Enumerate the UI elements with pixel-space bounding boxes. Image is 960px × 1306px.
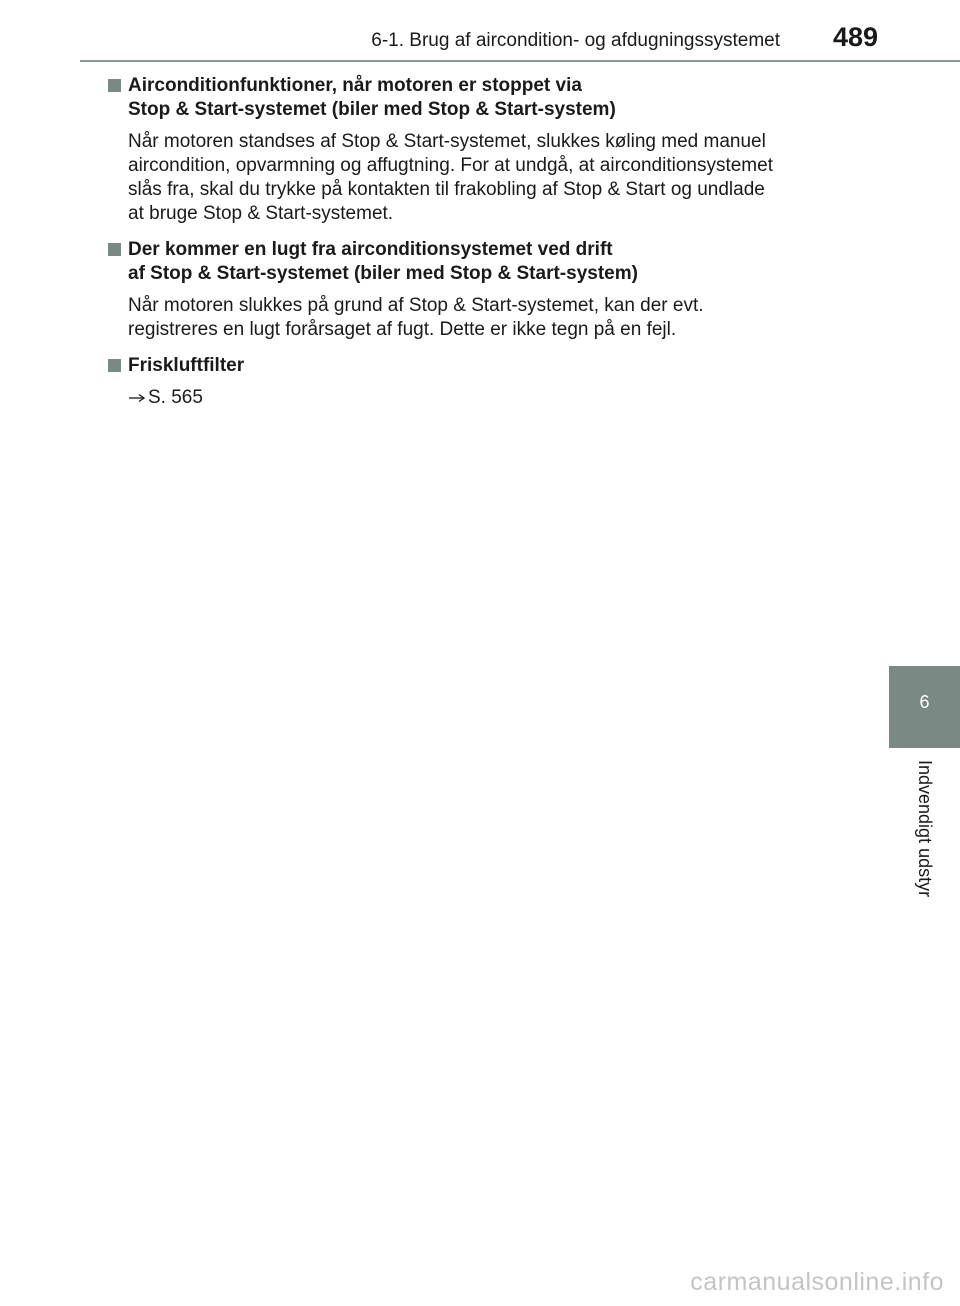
chapter-label: Indvendigt udstyr [915,760,935,898]
page-reference-link[interactable] [128,386,846,410]
body-line: Når motoren slukkes på grund af Stop & Start-systemet, kan der evt. [128,295,704,316]
section-body [106,386,846,410]
header-divider [80,60,960,62]
body-line: slås fra, skal du trykke på kontakten til frakobling af Stop & Start og undlade [128,179,765,200]
chapter-number: 6 [919,692,930,712]
section-ac-functions [106,74,846,226]
section-heading [106,354,846,378]
body-line: registreres en lugt forårsaget af fugt. Dette er ikke tegn på en fejl. [128,319,677,340]
square-bullet-icon [108,359,121,372]
page-reference-text: S. 565 [148,387,203,408]
heading-line: Friskluftfilter [128,355,245,376]
body-line: aircondition, opvarmning og affugtning. For at undgå, at airconditionsystemet [128,155,773,176]
arrow-right-icon [128,392,146,404]
section-body [106,294,846,342]
section-odor [106,238,846,342]
watermark: carmanualsonline.info [690,1268,944,1296]
header-title: 6-1. Brug af aircondition- og afdugningssystemet [371,30,780,51]
section-heading [106,238,846,286]
section-air-filter [106,354,846,410]
page-header [0,0,960,62]
heading-line: Der kommer en lugt fra airconditionsystemet ved drift [128,239,613,260]
body-line: at bruge Stop & Start-systemet. [128,203,394,224]
heading-line: Airconditionfunktioner, når motoren er stoppet via [128,75,582,96]
page-content [106,74,846,422]
section-heading [106,74,846,122]
heading-line: Stop & Start-systemet (biler med Stop & Start-system) [128,99,616,120]
square-bullet-icon [108,79,121,92]
page-number: 489 [832,22,878,52]
section-body [106,130,846,226]
heading-line: af Stop & Start-systemet (biler med Stop & Start-system) [128,263,638,284]
chapter-tab[interactable] [889,666,960,748]
body-line: Når motoren standses af Stop & Start-systemet, slukkes køling med manuel [128,131,766,152]
square-bullet-icon [108,243,121,256]
